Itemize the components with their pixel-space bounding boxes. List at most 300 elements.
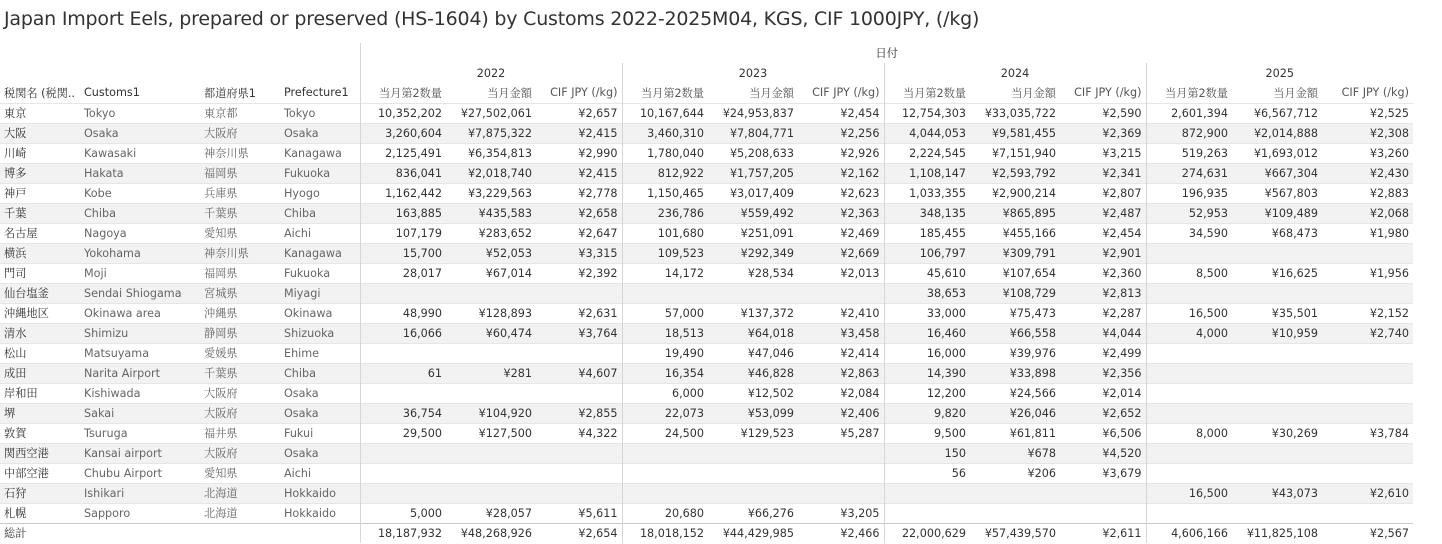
customs-jp-cell: 神戸 bbox=[0, 183, 80, 203]
value-cell bbox=[1322, 403, 1413, 423]
value-cell bbox=[622, 283, 708, 303]
value-cell: ¥60,474 bbox=[446, 323, 536, 343]
prefecture-en-cell: Fukuoka bbox=[280, 263, 360, 283]
measure-header: 当月第2数量 bbox=[884, 83, 970, 103]
customs-en-cell: Yokohama bbox=[80, 243, 200, 263]
value-cell: 8,500 bbox=[1146, 263, 1232, 283]
value-cell bbox=[622, 483, 708, 503]
value-cell: ¥12,502 bbox=[708, 383, 798, 403]
value-cell: ¥2,990 bbox=[536, 143, 622, 163]
value-cell: 14,390 bbox=[884, 363, 970, 383]
value-cell bbox=[1232, 363, 1322, 383]
value-cell: ¥67,014 bbox=[446, 263, 536, 283]
prefecture-jp-cell: 北海道 bbox=[200, 503, 280, 523]
value-cell: ¥52,053 bbox=[446, 243, 536, 263]
measure-header: 当月金額 bbox=[1273, 86, 1318, 100]
row-header-label: Prefecture1 bbox=[284, 86, 349, 100]
value-cell: 61 bbox=[360, 363, 446, 383]
customs-en-cell: Matsuyama bbox=[80, 343, 200, 363]
value-cell: ¥33,898 bbox=[970, 363, 1060, 383]
value-cell bbox=[1232, 463, 1322, 483]
table-row bbox=[0, 383, 1413, 403]
value-cell bbox=[536, 343, 622, 363]
value-cell: 52,953 bbox=[1146, 203, 1232, 223]
value-cell: 1,108,147 bbox=[884, 163, 970, 183]
prefecture-jp-cell: 福岡県 bbox=[200, 163, 280, 183]
value-cell: 106,797 bbox=[884, 243, 970, 263]
prefecture-en-cell: Osaka bbox=[280, 443, 360, 463]
value-cell: 812,922 bbox=[622, 163, 708, 183]
prefecture-jp-cell: 沖縄県 bbox=[200, 303, 280, 323]
table-row bbox=[0, 463, 1413, 483]
value-cell bbox=[622, 463, 708, 483]
prefecture-en-cell: Hyogo bbox=[280, 183, 360, 203]
value-cell: ¥2,152 bbox=[1322, 303, 1413, 323]
value-cell: 16,460 bbox=[884, 323, 970, 343]
value-cell: 9,500 bbox=[884, 423, 970, 443]
value-cell: ¥27,502,061 bbox=[446, 103, 536, 123]
value-cell: ¥5,287 bbox=[798, 423, 884, 443]
value-cell: ¥2,084 bbox=[798, 383, 884, 403]
measure-header: 当月金額 bbox=[487, 86, 532, 100]
value-cell: ¥3,205 bbox=[798, 503, 884, 523]
value-cell: ¥2,415 bbox=[536, 163, 622, 183]
value-cell: ¥2,469 bbox=[798, 223, 884, 243]
customs-jp-cell: 清水 bbox=[0, 323, 80, 343]
customs-jp-cell: 松山 bbox=[0, 343, 80, 363]
value-cell bbox=[1232, 243, 1322, 263]
customs-jp-cell: 大阪 bbox=[0, 123, 80, 143]
value-cell: ¥309,791 bbox=[970, 243, 1060, 263]
value-cell bbox=[708, 483, 798, 503]
prefecture-en-cell: Aichi bbox=[280, 463, 360, 483]
value-cell: 33,000 bbox=[884, 303, 970, 323]
value-cell bbox=[1232, 343, 1322, 363]
value-cell: ¥2,778 bbox=[536, 183, 622, 203]
prefecture-jp-cell: 兵庫県 bbox=[200, 183, 280, 203]
customs-jp-cell: 千葉 bbox=[0, 203, 80, 223]
measure-header: CIF JPY (/kg) bbox=[550, 86, 618, 100]
value-cell: ¥66,558 bbox=[970, 323, 1060, 343]
value-cell: 872,900 bbox=[1146, 123, 1232, 143]
table-row bbox=[0, 163, 1413, 183]
value-cell: ¥28,534 bbox=[708, 263, 798, 283]
value-cell bbox=[1232, 283, 1322, 303]
value-cell: ¥4,044 bbox=[1060, 323, 1146, 343]
value-cell: 150 bbox=[884, 443, 970, 463]
value-cell: 1,033,355 bbox=[884, 183, 970, 203]
value-cell bbox=[708, 463, 798, 483]
customs-en-cell: Shimizu bbox=[80, 323, 200, 343]
value-cell: ¥3,260 bbox=[1322, 143, 1413, 163]
measure-header: 当月金額 bbox=[1011, 86, 1056, 100]
customs-en-cell: Sendai Shiogama bbox=[80, 283, 200, 303]
prefecture-jp-cell: 愛知県 bbox=[200, 223, 280, 243]
value-cell: 101,680 bbox=[622, 223, 708, 243]
value-cell: 18,513 bbox=[622, 323, 708, 343]
value-cell bbox=[884, 503, 970, 523]
table-row bbox=[0, 483, 1413, 503]
value-cell: ¥1,693,012 bbox=[1232, 143, 1322, 163]
measure-header: 当月第2数量 bbox=[622, 83, 708, 103]
value-cell bbox=[708, 443, 798, 463]
value-cell: ¥137,372 bbox=[708, 303, 798, 323]
value-cell: ¥1,980 bbox=[1322, 223, 1413, 243]
customs-en-cell: Kishiwada bbox=[80, 383, 200, 403]
value-cell: ¥128,893 bbox=[446, 303, 536, 323]
table-row bbox=[0, 123, 1413, 143]
value-cell: ¥251,091 bbox=[708, 223, 798, 243]
value-cell: 519,263 bbox=[1146, 143, 1232, 163]
value-cell: ¥283,652 bbox=[446, 223, 536, 243]
value-cell bbox=[1146, 443, 1232, 463]
value-cell: ¥2,813 bbox=[1060, 283, 1146, 303]
customs-en-cell: Kansai airport bbox=[80, 443, 200, 463]
prefecture-en-cell: Okinawa bbox=[280, 303, 360, 323]
value-cell: ¥109,489 bbox=[1232, 203, 1322, 223]
value-cell bbox=[798, 463, 884, 483]
value-cell: ¥5,208,633 bbox=[708, 143, 798, 163]
table-row bbox=[0, 303, 1413, 323]
total-value-cell: ¥2,567 bbox=[1322, 523, 1413, 543]
prefecture-en-cell: Tokyo bbox=[280, 103, 360, 123]
customs-en-cell: Osaka bbox=[80, 123, 200, 143]
total-spacer bbox=[280, 523, 360, 543]
total-spacer bbox=[200, 523, 280, 543]
value-cell: 56 bbox=[884, 463, 970, 483]
value-cell: ¥2,901 bbox=[1060, 243, 1146, 263]
prefecture-en-cell: Chiba bbox=[280, 363, 360, 383]
value-cell: ¥2,593,792 bbox=[970, 163, 1060, 183]
value-cell: ¥2,863 bbox=[798, 363, 884, 383]
table-row bbox=[0, 183, 1413, 203]
value-cell bbox=[360, 283, 446, 303]
value-cell: ¥2,883 bbox=[1322, 183, 1413, 203]
value-cell: 274,631 bbox=[1146, 163, 1232, 183]
value-cell bbox=[446, 463, 536, 483]
value-cell bbox=[360, 343, 446, 363]
value-cell: ¥3,784 bbox=[1322, 423, 1413, 443]
customs-en-cell: Sapporo bbox=[80, 503, 200, 523]
value-cell bbox=[536, 463, 622, 483]
year-header: 2023 bbox=[622, 63, 884, 83]
value-cell bbox=[536, 383, 622, 403]
prefecture-en-cell: Hokkaido bbox=[280, 483, 360, 503]
prefecture-en-cell: Fukui bbox=[280, 423, 360, 443]
data-table bbox=[0, 43, 1413, 543]
value-cell bbox=[360, 483, 446, 503]
value-cell: ¥865,895 bbox=[970, 203, 1060, 223]
value-cell: 36,754 bbox=[360, 403, 446, 423]
prefecture-en-cell: Shizuoka bbox=[280, 323, 360, 343]
value-cell: 3,460,310 bbox=[622, 123, 708, 143]
value-cell: ¥47,046 bbox=[708, 343, 798, 363]
table-row bbox=[0, 363, 1413, 383]
value-cell bbox=[1146, 383, 1232, 403]
total-value-cell: ¥2,611 bbox=[1060, 523, 1146, 543]
value-cell: ¥559,492 bbox=[708, 203, 798, 223]
prefecture-en-cell: Osaka bbox=[280, 383, 360, 403]
total-value-cell: ¥44,429,985 bbox=[708, 523, 798, 543]
value-cell: ¥2,287 bbox=[1060, 303, 1146, 323]
table-row bbox=[0, 103, 1413, 123]
customs-jp-cell: 沖縄地区 bbox=[0, 303, 80, 323]
value-cell: ¥2,855 bbox=[536, 403, 622, 423]
value-cell: ¥2,807 bbox=[1060, 183, 1146, 203]
crosstab-table bbox=[0, 43, 1413, 543]
table-row bbox=[0, 143, 1413, 163]
value-cell: ¥2,308 bbox=[1322, 123, 1413, 143]
value-cell: 9,820 bbox=[884, 403, 970, 423]
prefecture-jp-cell: 千葉県 bbox=[200, 203, 280, 223]
total-value-cell: ¥2,466 bbox=[798, 523, 884, 543]
row-header-label: Customs1 bbox=[84, 86, 140, 100]
value-cell: ¥3,315 bbox=[536, 243, 622, 263]
value-cell: ¥1,956 bbox=[1322, 263, 1413, 283]
customs-jp-cell: 横浜 bbox=[0, 243, 80, 263]
prefecture-en-cell: Miyagi bbox=[280, 283, 360, 303]
value-cell bbox=[1146, 283, 1232, 303]
value-cell bbox=[1322, 503, 1413, 523]
value-cell: 8,000 bbox=[1146, 423, 1232, 443]
customs-en-cell: Chiba bbox=[80, 203, 200, 223]
value-cell: ¥2,162 bbox=[798, 163, 884, 183]
value-cell bbox=[446, 343, 536, 363]
table-row bbox=[0, 283, 1413, 303]
prefecture-jp-cell: 静岡県 bbox=[200, 323, 280, 343]
total-value-cell: ¥2,654 bbox=[536, 523, 622, 543]
customs-jp-cell: 仙台塩釜 bbox=[0, 283, 80, 303]
total-value-cell: 18,018,152 bbox=[622, 523, 708, 543]
customs-jp-cell: 名古屋 bbox=[0, 223, 80, 243]
value-cell: ¥2,926 bbox=[798, 143, 884, 163]
table-row bbox=[0, 403, 1413, 423]
value-cell bbox=[1146, 343, 1232, 363]
value-cell: ¥24,566 bbox=[970, 383, 1060, 403]
value-cell bbox=[446, 483, 536, 503]
value-cell: ¥2,740 bbox=[1322, 323, 1413, 343]
value-cell: ¥2,406 bbox=[798, 403, 884, 423]
value-cell: ¥2,356 bbox=[1060, 363, 1146, 383]
value-cell bbox=[1322, 383, 1413, 403]
prefecture-en-cell: Fukuoka bbox=[280, 163, 360, 183]
value-cell: ¥206 bbox=[970, 463, 1060, 483]
value-cell bbox=[798, 283, 884, 303]
value-cell: 5,000 bbox=[360, 503, 446, 523]
value-cell: ¥6,354,813 bbox=[446, 143, 536, 163]
value-cell: ¥127,500 bbox=[446, 423, 536, 443]
value-cell: ¥567,803 bbox=[1232, 183, 1322, 203]
value-cell: ¥2,341 bbox=[1060, 163, 1146, 183]
value-cell bbox=[1322, 363, 1413, 383]
value-cell: ¥2,658 bbox=[536, 203, 622, 223]
value-cell: 185,455 bbox=[884, 223, 970, 243]
column-axis-label: 日付 bbox=[360, 43, 1413, 63]
value-cell: ¥75,473 bbox=[970, 303, 1060, 323]
prefecture-en-cell: Hokkaido bbox=[280, 503, 360, 523]
customs-jp-cell: 東京 bbox=[0, 103, 80, 123]
prefecture-jp-cell: 宮城県 bbox=[200, 283, 280, 303]
value-cell: ¥68,473 bbox=[1232, 223, 1322, 243]
value-cell: ¥2,360 bbox=[1060, 263, 1146, 283]
table-row bbox=[0, 263, 1413, 283]
prefecture-jp-cell: 愛知県 bbox=[200, 463, 280, 483]
value-cell: 28,017 bbox=[360, 263, 446, 283]
value-cell: ¥4,520 bbox=[1060, 443, 1146, 463]
value-cell bbox=[1146, 403, 1232, 423]
value-cell bbox=[798, 443, 884, 463]
value-cell: 109,523 bbox=[622, 243, 708, 263]
page-title: Japan Import Eels, prepared or preserved (HS-1604) by Customs 2022-2025M04, KGS, CIF 1000JPY, (/kg) bbox=[4, 8, 980, 30]
value-cell: ¥3,679 bbox=[1060, 463, 1146, 483]
value-cell: 2,601,394 bbox=[1146, 103, 1232, 123]
value-cell: 57,000 bbox=[622, 303, 708, 323]
value-cell: ¥129,523 bbox=[708, 423, 798, 443]
year-header: 2024 bbox=[884, 63, 1146, 83]
total-value-cell: 4,606,166 bbox=[1146, 523, 1232, 543]
value-cell bbox=[1232, 403, 1322, 423]
value-cell: ¥4,322 bbox=[536, 423, 622, 443]
value-cell: ¥2,014,888 bbox=[1232, 123, 1322, 143]
value-cell bbox=[1146, 363, 1232, 383]
prefecture-en-cell: Aichi bbox=[280, 223, 360, 243]
value-cell bbox=[536, 283, 622, 303]
value-cell: ¥7,875,322 bbox=[446, 123, 536, 143]
value-cell: ¥53,099 bbox=[708, 403, 798, 423]
value-cell: ¥3,215 bbox=[1060, 143, 1146, 163]
value-cell: ¥2,256 bbox=[798, 123, 884, 143]
value-cell: ¥26,046 bbox=[970, 403, 1060, 423]
value-cell: 10,352,202 bbox=[360, 103, 446, 123]
customs-en-cell: Tokyo bbox=[80, 103, 200, 123]
value-cell bbox=[1322, 243, 1413, 263]
value-cell bbox=[708, 283, 798, 303]
value-cell: ¥46,828 bbox=[708, 363, 798, 383]
value-cell: ¥3,017,409 bbox=[708, 183, 798, 203]
prefecture-en-cell: Ehime bbox=[280, 343, 360, 363]
value-cell: 15,700 bbox=[360, 243, 446, 263]
table-row bbox=[0, 343, 1413, 363]
value-cell bbox=[622, 443, 708, 463]
value-cell bbox=[1146, 503, 1232, 523]
value-cell: 38,653 bbox=[884, 283, 970, 303]
value-cell: 4,044,053 bbox=[884, 123, 970, 143]
value-cell: 16,354 bbox=[622, 363, 708, 383]
value-cell: ¥2,499 bbox=[1060, 343, 1146, 363]
value-cell: ¥107,654 bbox=[970, 263, 1060, 283]
value-cell: 3,260,604 bbox=[360, 123, 446, 143]
value-cell: ¥7,804,771 bbox=[708, 123, 798, 143]
value-cell: 14,172 bbox=[622, 263, 708, 283]
prefecture-jp-cell: 福岡県 bbox=[200, 263, 280, 283]
total-value-cell: ¥11,825,108 bbox=[1232, 523, 1322, 543]
value-cell: ¥10,959 bbox=[1232, 323, 1322, 343]
prefecture-jp-cell: 北海道 bbox=[200, 483, 280, 503]
prefecture-jp-cell: 千葉県 bbox=[200, 363, 280, 383]
value-cell: ¥281 bbox=[446, 363, 536, 383]
prefecture-jp-cell: 大阪府 bbox=[200, 443, 280, 463]
value-cell: 107,179 bbox=[360, 223, 446, 243]
value-cell: 29,500 bbox=[360, 423, 446, 443]
value-cell: 6,000 bbox=[622, 383, 708, 403]
value-cell: 45,610 bbox=[884, 263, 970, 283]
value-cell: ¥2,454 bbox=[798, 103, 884, 123]
value-cell bbox=[1322, 343, 1413, 363]
prefecture-jp-cell: 神奈川県 bbox=[200, 143, 280, 163]
value-cell: 19,490 bbox=[622, 343, 708, 363]
value-cell bbox=[536, 483, 622, 503]
value-cell: ¥2,487 bbox=[1060, 203, 1146, 223]
value-cell: ¥2,610 bbox=[1322, 483, 1413, 503]
value-cell: ¥2,590 bbox=[1060, 103, 1146, 123]
value-cell bbox=[1060, 483, 1146, 503]
table-row bbox=[0, 443, 1413, 463]
value-cell bbox=[884, 483, 970, 503]
customs-jp-cell: 堺 bbox=[0, 403, 80, 423]
customs-jp-cell: 川崎 bbox=[0, 143, 80, 163]
value-cell bbox=[1232, 383, 1322, 403]
prefecture-jp-cell: 神奈川県 bbox=[200, 243, 280, 263]
prefecture-jp-cell: 東京都 bbox=[200, 103, 280, 123]
value-cell: 1,780,040 bbox=[622, 143, 708, 163]
value-cell: 12,200 bbox=[884, 383, 970, 403]
value-cell: ¥1,757,205 bbox=[708, 163, 798, 183]
value-cell bbox=[1146, 243, 1232, 263]
value-cell: ¥6,567,712 bbox=[1232, 103, 1322, 123]
value-cell: ¥667,304 bbox=[1232, 163, 1322, 183]
value-cell: 12,754,303 bbox=[884, 103, 970, 123]
value-cell: ¥2,013 bbox=[798, 263, 884, 283]
value-cell: ¥678 bbox=[970, 443, 1060, 463]
value-cell: ¥2,454 bbox=[1060, 223, 1146, 243]
measure-header: CIF JPY (/kg) bbox=[1074, 86, 1142, 100]
total-value-cell: ¥48,268,926 bbox=[446, 523, 536, 543]
value-cell: 4,000 bbox=[1146, 323, 1232, 343]
value-cell: ¥2,623 bbox=[798, 183, 884, 203]
value-cell: ¥3,229,563 bbox=[446, 183, 536, 203]
customs-en-cell: Sakai bbox=[80, 403, 200, 423]
value-cell: ¥2,430 bbox=[1322, 163, 1413, 183]
customs-jp-cell: 門司 bbox=[0, 263, 80, 283]
year-header: 2025 bbox=[1146, 63, 1413, 83]
prefecture-jp-cell: 大阪府 bbox=[200, 123, 280, 143]
value-cell: ¥24,953,837 bbox=[708, 103, 798, 123]
value-cell: 22,073 bbox=[622, 403, 708, 423]
value-cell: 196,935 bbox=[1146, 183, 1232, 203]
value-cell: ¥108,729 bbox=[970, 283, 1060, 303]
prefecture-jp-cell: 大阪府 bbox=[200, 403, 280, 423]
customs-en-cell: Kobe bbox=[80, 183, 200, 203]
value-cell bbox=[798, 483, 884, 503]
value-cell: ¥61,811 bbox=[970, 423, 1060, 443]
customs-jp-cell: 関西空港 bbox=[0, 443, 80, 463]
value-cell: 16,066 bbox=[360, 323, 446, 343]
value-cell: ¥66,276 bbox=[708, 503, 798, 523]
value-cell: ¥16,625 bbox=[1232, 263, 1322, 283]
value-cell: 16,500 bbox=[1146, 483, 1232, 503]
measure-header: CIF JPY (/kg) bbox=[812, 86, 880, 100]
customs-en-cell: Nagoya bbox=[80, 223, 200, 243]
value-cell: 1,162,442 bbox=[360, 183, 446, 203]
total-label: 総計 bbox=[0, 523, 80, 543]
customs-jp-cell: 石狩 bbox=[0, 483, 80, 503]
header-spacer bbox=[0, 63, 360, 83]
measure-header: 当月第2数量 bbox=[360, 83, 446, 103]
customs-en-cell: Narita Airport bbox=[80, 363, 200, 383]
value-cell: 48,990 bbox=[360, 303, 446, 323]
prefecture-jp-cell: 愛媛県 bbox=[200, 343, 280, 363]
customs-jp-cell: 博多 bbox=[0, 163, 80, 183]
